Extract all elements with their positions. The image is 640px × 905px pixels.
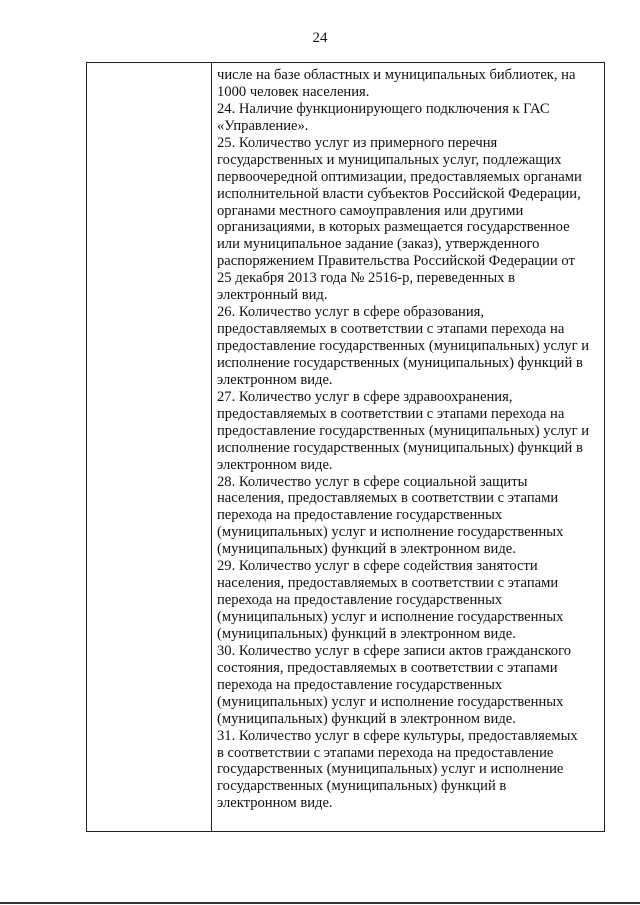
text-line: электронном виде. [217,795,333,812]
text-line: 31. Количество услуг в сфере культуры, предоставляемых [217,727,578,744]
text-line: электронный вид. [217,287,328,304]
text-line: (муниципальных) функций в электронном виде. [217,625,516,642]
text-line: 24. Наличие функционирующего подключения к ГАС [217,100,550,117]
text-line: числе на базе областных и муниципальных библиотек, на [217,67,576,83]
text-line: 30. Количество услуг в сфере записи актов гражданского [217,642,572,659]
text-line: первоочередной оптимизации, предоставляемых органами [217,168,582,185]
text-line: 26. Количество услуг в сфере образования, [217,304,485,321]
text-line: государственных (муниципальных) функций в [217,778,507,795]
page-bottom-rule [0,902,640,904]
text-line: «Управление». [217,117,309,134]
text-line: (муниципальных) услуг и исполнение государственных [217,609,564,625]
text-line: перехода на предоставление государственных [217,507,503,524]
page-number: 24 [312,30,328,46]
text-line: исполнение государственных (муниципальных) функций в [217,439,583,456]
text-line: перехода на предоставление государственных [217,676,503,693]
text-line: предоставление государственных (муниципальных) услуг и [217,338,590,354]
text-line: электронном виде. [217,371,333,388]
text-line: исполнение государственных (муниципальных) функций в [217,354,583,371]
text-line: (муниципальных) услуг и исполнение государственных [217,693,564,710]
text-line: органами местного самоуправления или другими [217,202,524,219]
text-line: организациями, в которых размещается государственное [217,219,570,236]
text-line: населения, предоставляемых в соответствии с этапами [217,490,559,507]
text-line: (муниципальных) услуг и исполнение государственных [217,524,564,541]
text-line: состояния, предоставляемых в соответствии с этапами [217,659,558,676]
text-line: 29. Количество услуг в сфере содействия занятости [217,558,538,575]
text-line: предоставление государственных (муниципальных) услуг и [217,422,590,439]
text-line: 1000 человек населения. [217,83,370,100]
column-divider [211,63,212,831]
text-line: 25 декабря 2013 года № 2516-р, переведенных в [217,270,515,287]
text-line: или муниципальное задание (заказ), утвержденного [217,236,540,253]
text-line: электронном виде. [217,456,333,473]
text-line: государственных (муниципальных) услуг и исполнение [217,761,564,778]
text-line: в соответствии с этапами перехода на предоставление [217,744,554,761]
text-line: населения, предоставляемых в соответствии с этапами [217,575,559,592]
text-line: предоставляемых в соответствии с этапами перехода на [217,321,565,338]
text-line: государственных и муниципальных услуг, подлежащих [217,151,562,168]
text-line: 28. Количество услуг в сфере социальной защиты [217,473,528,490]
text-line: исполнительной власти субъектов Российской Федерации, [217,185,581,202]
text-line: перехода на предоставление государственных [217,592,503,609]
text-line: 25. Количество услуг из примерного перечня [217,134,498,151]
text-line: распоряжением Правительства Российской Федерации от [217,253,575,270]
text-line: предоставляемых в соответствии с этапами перехода на [217,405,565,422]
text-line: (муниципальных) функций в электронном виде. [217,710,516,727]
indicator-table [86,62,605,832]
indicator-list-cell [217,67,603,812]
text-line: (муниципальных) функций в электронном виде. [217,541,516,558]
text-line: 27. Количество услуг в сфере здравоохранения, [217,388,513,405]
